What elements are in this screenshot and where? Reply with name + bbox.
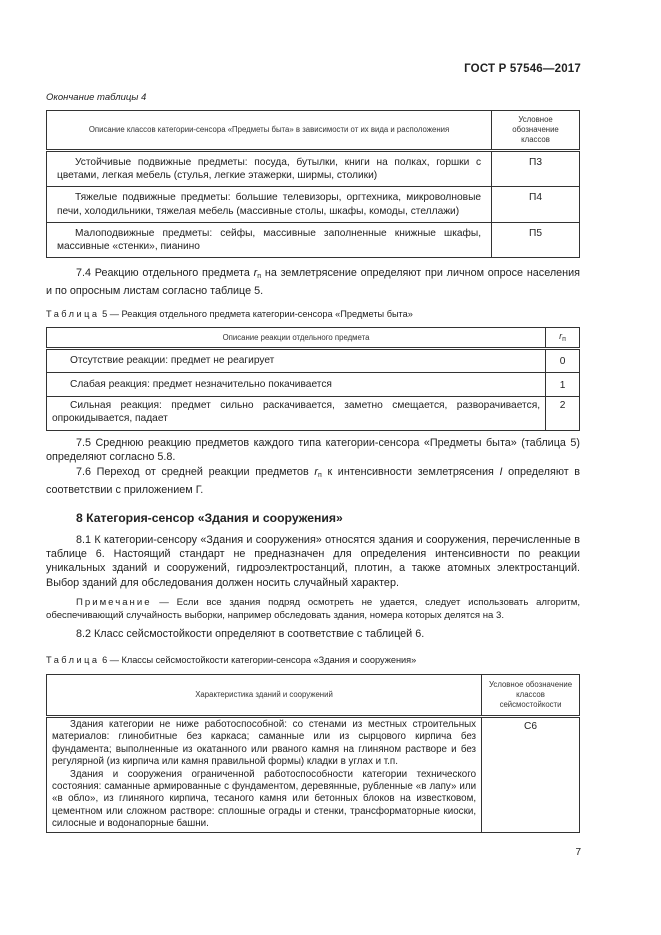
table-row (47, 151, 580, 187)
table5-row-description: Слабая реакция: предмет незначительно покачивается (47, 373, 546, 397)
table6-header-class: Условное обозначение классов сейсмостойкости (482, 675, 580, 717)
note: Примечание — Если все здания подряд осмотреть не удается, следует использовать алгоритм, обеспечивающий случайность выборки, например обследовать здания, номера которых делятся на 3. (46, 597, 580, 621)
table-row (47, 349, 580, 373)
table5-row-value: 0 (546, 349, 580, 373)
table6-caption: Таблица 6 — Классы сейсмостойкости категории-сенсора «Здания и сооружения» (46, 655, 417, 665)
table4-header-class: Условное обозначение классов (492, 111, 580, 151)
paragraph-7-6: 7.6 Переход от средней реакции предметов rп к интенсивности землетрясения I определяют в соответствии с приложением Г. (46, 466, 581, 497)
table5-row-description: Отсутствие реакции: предмет не реагирует (47, 349, 546, 373)
symbol-r: r (253, 267, 258, 279)
table5-row-value: 1 (546, 373, 580, 397)
table4-row-description: Устойчивые подвижные предметы: посуда, бутылки, книги на полках, горшки с цветами, легкая мебель (стулья, легкие этажерки, ширмы, столики) (47, 151, 492, 187)
paragraph-8-1: 8.1 К категории-сенсору «Здания и сооружения» относятся здания и сооружения, перечисленные в таблице 6. Настоящий стандарт не предназначен для определения интенсивности по реакции уникальных зданий и сооружений, гидроэлектростанций, плотин, а также атомных электростанций. Выбор зданий для обследования должен носить случайный характер. (46, 534, 580, 589)
table4-row-code: П4 (492, 187, 580, 222)
table-row (47, 397, 580, 431)
table6-row-description: Здания категории не ниже работоспособной: со стенами из местных строительных материалов: глинобитные без каркаса; саманные или из сырцового кирпича без фундамента; выполненные из окатанного или рваного камня на глиняном растворе и без регулярной (из кирпича или камня правильной формы) кладки в углах и т.п. Здания и сооружения ограниченной работоспособности категории технического состояния: саманные армированные с фундаментом, деревянные, рубленные «в лапу» или «в обло», из глиняного кирпича, тесаного камня или бетонных блоков на известковом, цементном или сложном растворе: сплошные ограды и стенки, трансформаторные киоски, силосные и водонапорные башни. (47, 717, 482, 833)
table5-header-symbol: rп (546, 328, 580, 349)
table-4 (46, 110, 580, 258)
paragraph-7-4: 7.4 Реакцию отдельного предмета rп на землетрясение определяют при личном опросе населения и по опросным листам согласно таблице 5. (46, 267, 580, 298)
section-8-title: 8 Категория-сенсор «Здания и сооружения» (76, 511, 343, 525)
table5-caption: Таблица 5 — Реакция отдельного предмета категории-сенсора «Предметы быта» (46, 309, 413, 319)
table-5 (46, 327, 580, 431)
note-label: Примечание (76, 597, 152, 608)
table4-row-description: Малоподвижные предметы: сейфы, массивные заполненные книжные шкафы, массивные «стенки», пианино (47, 222, 492, 257)
table4-header-description: Описание классов категории-сенсора «Предметы быта» в зависимости от их вида и расположения (47, 111, 492, 151)
paragraph-7-5: 7.5 Среднюю реакцию предметов каждого типа категории-сенсора «Предметы быта» (таблица 5) определяют согласно 5.8. (46, 437, 580, 464)
table-6 (46, 674, 580, 833)
table4-row-description: Тяжелые подвижные предметы: большие телевизоры, оргтехника, микроволновые печи, холодильники, тяжелая мебель (массивные столы, шкафы, комоды, стеллажи) (47, 187, 492, 222)
table4-continuation-caption: Окончание таблицы 4 (46, 92, 147, 103)
table4-row-code: П5 (492, 222, 580, 257)
page-number: 7 (575, 847, 581, 858)
paragraph-8-2: 8.2 Класс сейсмостойкости определяют в соответствие с таблицей 6. (76, 628, 425, 640)
table5-row-value: 2 (546, 397, 580, 431)
table5-header-description: Описание реакции отдельного предмета (47, 328, 546, 349)
table4-row-code: П3 (492, 151, 580, 187)
table-row (47, 373, 580, 397)
standard-number: ГОСТ Р 57546—2017 (464, 63, 581, 75)
table6-header-description: Характеристика зданий и сооружений (47, 675, 482, 717)
table-row (47, 222, 580, 257)
table4-header-row (47, 111, 580, 151)
table-row (47, 187, 580, 222)
table6-row-code: С6 (482, 717, 580, 833)
table5-row-description: Сильная реакция: предмет сильно раскачивается, заметно смещается, разворачивается, опрокидывается, падает (47, 397, 546, 431)
table5-header-row (47, 328, 580, 349)
table-row (47, 717, 580, 833)
table6-header-row (47, 675, 580, 717)
